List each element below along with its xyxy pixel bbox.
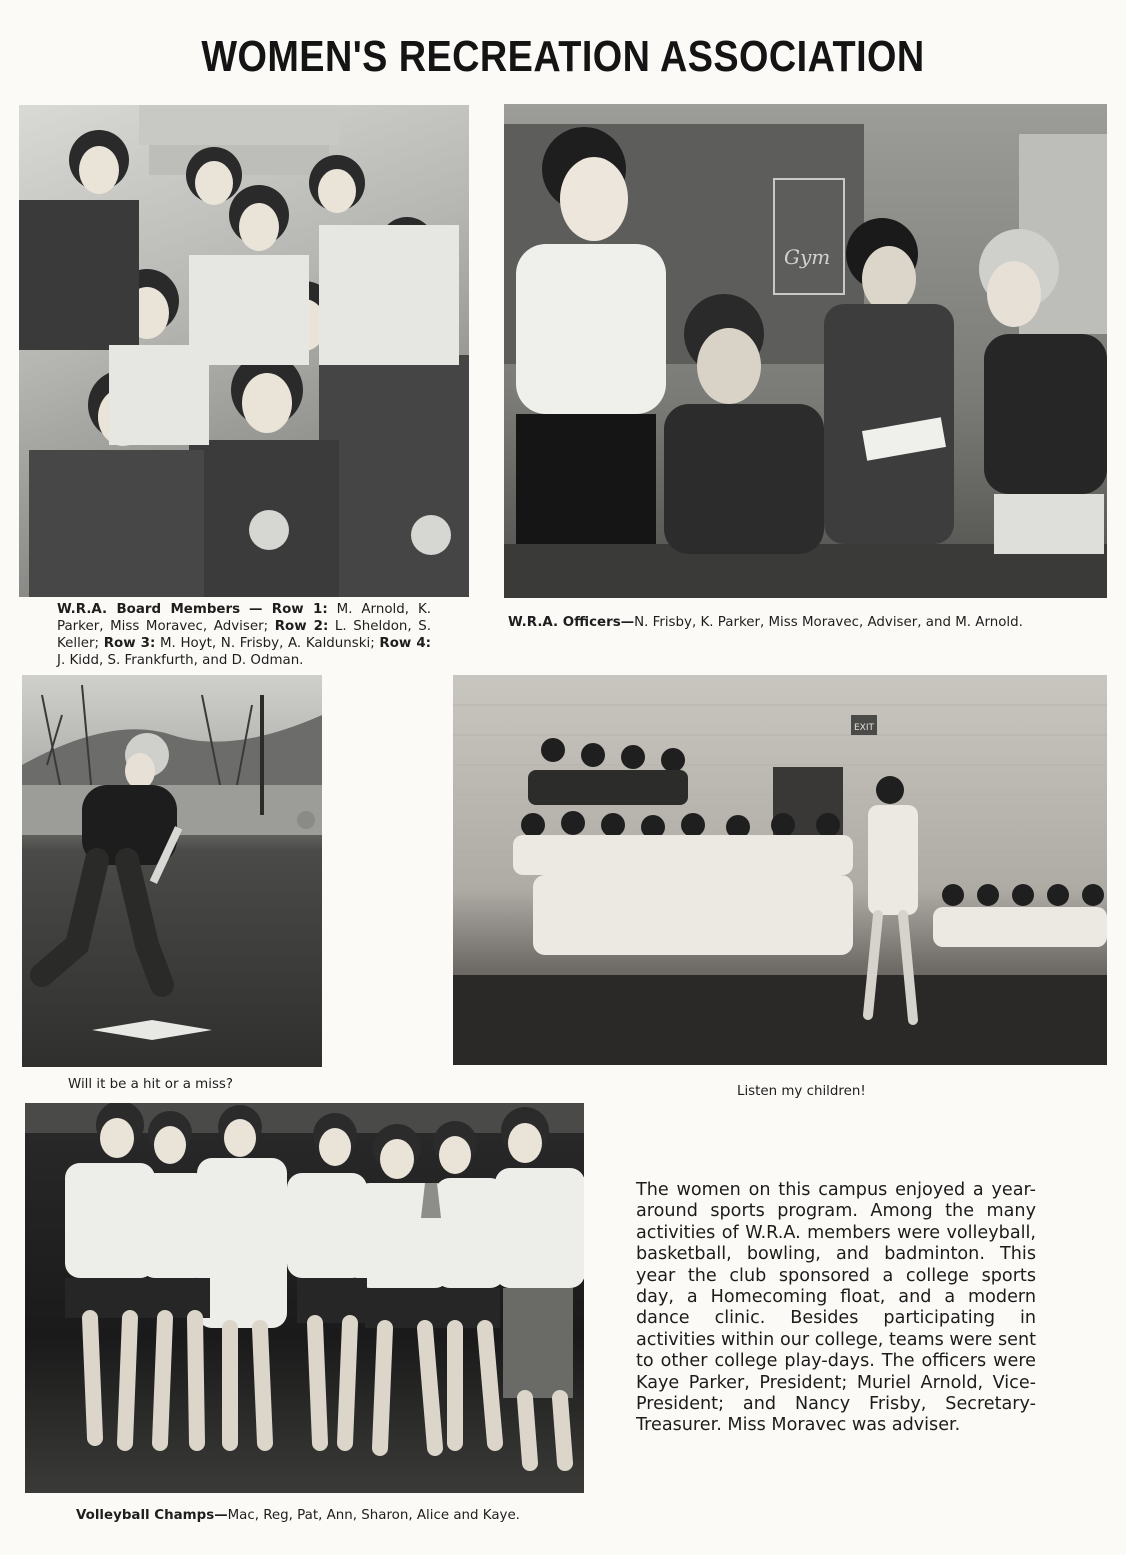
board-row1-label: Row 1: <box>271 602 328 617</box>
batter-caption: Will it be a hit or a miss? <box>68 1077 234 1092</box>
board-row1-names: M. Arnold, K. Parker, Miss Moravec, Adviser; <box>57 602 431 634</box>
board-row2-label: Row 2: <box>274 619 329 634</box>
page-title: WOMEN'S RECREATION ASSOCIATION <box>201 32 925 81</box>
board-members-photo <box>19 105 469 597</box>
volleyball-champs-photo <box>25 1103 584 1493</box>
wra-description: The women on this campus enjoyed a year-around sports program. Among the many activities of W.R.A. members were volleyball, basketball, bowling, and badminton. This year the club sponsored a college sports day, a Homecoming float, and a modern dance clinic. Besides participating in activities within our college, teams were sent to other college play-days. The officers were Kaye Parker, President; Muriel Arnold, Vice-President; and Nancy Frisby, Secretary-Treasurer. Miss Moravec was adviser. <box>636 1180 1036 1436</box>
chalkboard-text: Gym <box>784 245 831 269</box>
caption-dash: — <box>620 615 635 630</box>
volleyball-caption-label: Volleyball Champs <box>76 1508 215 1523</box>
batter-photo <box>22 675 322 1067</box>
board-row4-names: J. Kidd, S. Frankfurth, and D. Odman. <box>57 653 304 668</box>
board-row3-label: Row 3: <box>103 636 156 651</box>
board-row4-label: Row 4: <box>379 636 432 651</box>
officers-caption <box>508 614 1031 631</box>
volleyball-caption-text: Mac, Reg, Pat, Ann, Sharon, Alice and Kaye. <box>227 1508 520 1523</box>
officers-photo <box>504 104 1107 598</box>
board-caption-label: W.R.A. Board Members <box>57 602 241 617</box>
volleyball-caption <box>76 1507 596 1524</box>
caption-dash: — <box>249 602 272 617</box>
caption-dash: — <box>214 1508 228 1523</box>
officers-caption-text: N. Frisby, K. Parker, Miss Moravec, Adviser, and M. Arnold. <box>634 615 1023 630</box>
board-row3-names: M. Hoyt, N. Frisby, A. Kaldunski; <box>155 636 375 651</box>
exit-sign: EXIT <box>854 723 875 733</box>
board-row2-names: L. Sheldon, S. Keller; <box>57 619 432 651</box>
board-members-caption <box>57 601 431 669</box>
officers-caption-label: W.R.A. Officers <box>508 615 621 630</box>
gym-caption: Listen my children! <box>737 1084 866 1099</box>
gym-photo <box>453 675 1107 1065</box>
